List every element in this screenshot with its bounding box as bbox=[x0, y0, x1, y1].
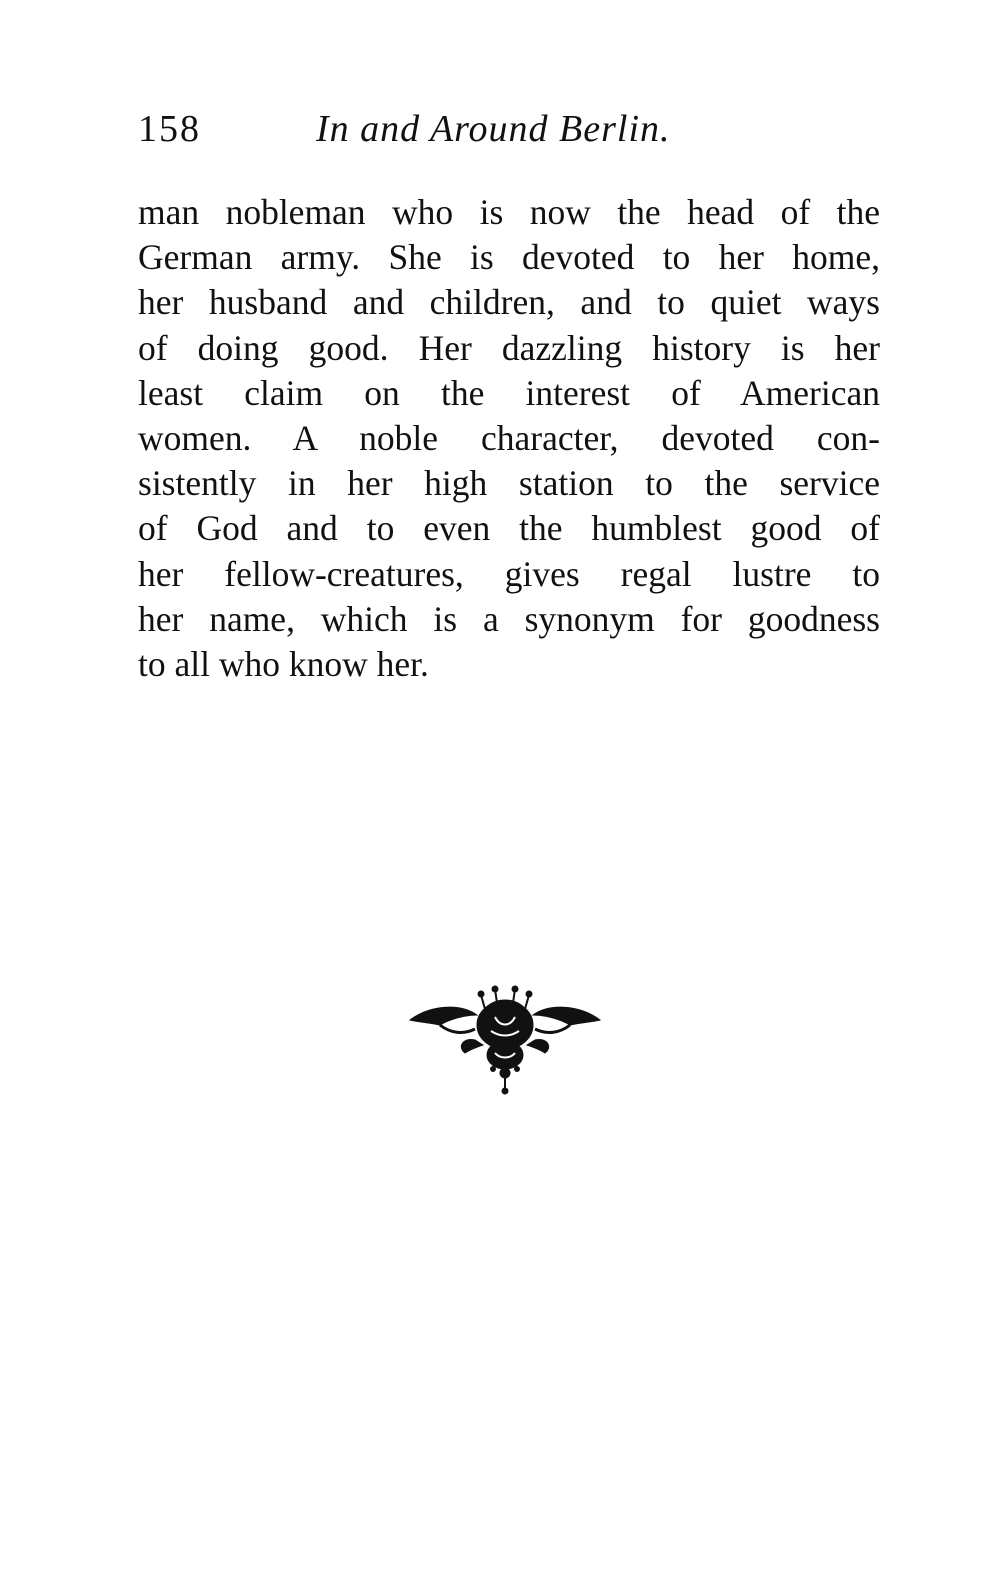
text-line: least claim on the interest of American bbox=[138, 372, 880, 413]
page-number: 158 bbox=[138, 108, 201, 150]
body-text bbox=[138, 190, 880, 687]
text-line: to all who know her. bbox=[138, 643, 429, 684]
text-line: her name, which is a synonym for goodness bbox=[138, 598, 880, 639]
text-line: man nobleman who is now the head of the bbox=[138, 192, 880, 232]
text-line: sistently in her high station to the service bbox=[138, 463, 880, 504]
running-title: In and Around Berlin. bbox=[316, 108, 671, 150]
text-line: of God and to even the humblest good of bbox=[138, 508, 880, 549]
text-line: German army. She is devoted to her home, bbox=[138, 237, 880, 278]
text-line: women. A noble character, devoted con- bbox=[138, 417, 880, 458]
running-head bbox=[138, 104, 880, 154]
text-line: of doing good. Her dazzling history is her bbox=[138, 327, 880, 368]
text-line: her fellow-creatures, gives regal lustre to bbox=[138, 553, 880, 594]
text-line: her husband and children, and to quiet ways bbox=[138, 282, 880, 323]
floral-tailpiece-icon bbox=[405, 985, 605, 1095]
